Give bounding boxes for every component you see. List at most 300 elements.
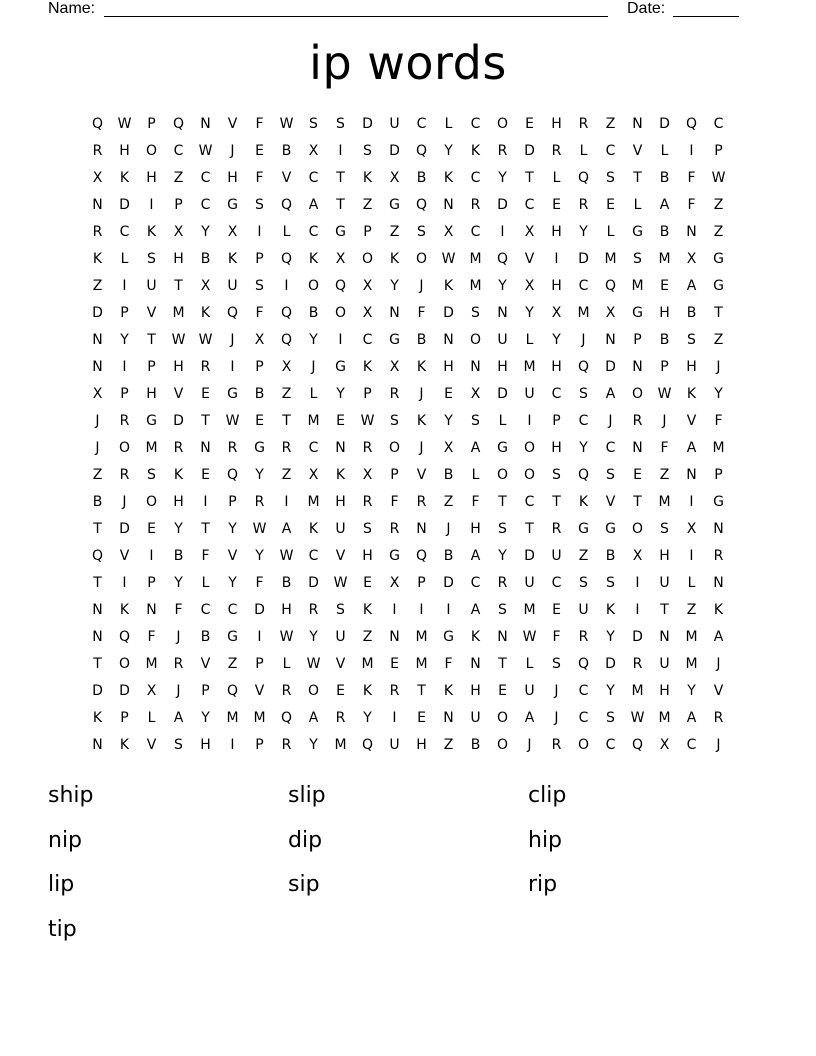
grid-letter: S: [255, 278, 264, 294]
grid-letter: V: [227, 116, 238, 132]
grid-letter: C: [713, 116, 724, 132]
grid-letter: B: [308, 305, 319, 321]
grid-letter: R: [200, 359, 211, 375]
grid-letter: C: [605, 440, 616, 456]
grid-letter: A: [659, 197, 670, 213]
grid-letter: M: [577, 305, 590, 321]
grid-row: [84, 114, 734, 141]
grid-letter: E: [390, 656, 399, 672]
worksheet-header: [48, 0, 748, 20]
grid-letter: K: [362, 170, 373, 186]
grid-letter: Y: [309, 629, 318, 645]
grid-letter: P: [147, 116, 156, 132]
grid-letter: Q: [280, 332, 293, 348]
grid-letter: E: [255, 413, 264, 429]
grid-letter: C: [470, 116, 481, 132]
grid-letter: B: [443, 548, 454, 564]
grid-letter: C: [470, 170, 481, 186]
grid-letter: Y: [120, 332, 129, 348]
grid-letter: A: [713, 629, 724, 645]
grid-letter: J: [230, 143, 235, 159]
grid-letter: N: [92, 602, 103, 618]
date-label: Date:: [627, 0, 666, 17]
grid-letter: D: [659, 116, 670, 132]
grid-letter: G: [146, 413, 157, 429]
grid-letter: A: [308, 197, 319, 213]
grid-row: [84, 546, 734, 573]
grid-letter: T: [633, 494, 642, 510]
grid-letter: T: [174, 278, 183, 294]
grid-letter: M: [415, 629, 428, 645]
grid-letter: D: [362, 116, 373, 132]
grid-letter: D: [173, 413, 184, 429]
grid-letter: O: [118, 440, 131, 456]
grid-letter: V: [605, 494, 616, 510]
grid-letter: C: [200, 170, 211, 186]
grid-letter: O: [631, 521, 644, 537]
grid-letter: U: [524, 386, 535, 402]
grid-letter: P: [633, 332, 642, 348]
grid-letter: C: [551, 575, 562, 591]
grid-letter: F: [444, 656, 453, 672]
grid-letter: P: [147, 575, 156, 591]
grid-letter: C: [578, 683, 589, 699]
grid-letter: R: [335, 710, 346, 726]
grid-letter: Z: [281, 467, 292, 483]
grid-letter: Y: [255, 467, 264, 483]
grid-letter: F: [687, 170, 696, 186]
grid-letter: W: [279, 629, 294, 645]
grid-letter: C: [470, 224, 481, 240]
grid-letter: J: [554, 683, 559, 699]
grid-letter: R: [173, 440, 184, 456]
grid-letter: O: [469, 332, 482, 348]
grid-letter: H: [659, 683, 670, 699]
grid-letter: G: [389, 197, 400, 213]
grid-letter: O: [145, 143, 158, 159]
grid-letter: T: [498, 656, 507, 672]
grid-letter: X: [146, 683, 157, 699]
grid-letter: V: [416, 467, 427, 483]
grid-letter: L: [525, 656, 534, 672]
grid-letter: Y: [255, 548, 264, 564]
grid-letter: U: [227, 278, 238, 294]
grid-letter: U: [335, 521, 346, 537]
grid-letter: N: [92, 332, 103, 348]
grid-letter: A: [308, 710, 319, 726]
grid-row: [84, 276, 734, 303]
grid-letter: Y: [687, 683, 696, 699]
word-bank-item: clip: [528, 783, 567, 808]
grid-letter: X: [335, 251, 346, 267]
grid-letter: N: [146, 602, 157, 618]
grid-letter: I: [392, 710, 397, 726]
grid-letter: X: [92, 170, 103, 186]
grid-letter: G: [605, 521, 616, 537]
page-title: ip words: [309, 36, 507, 90]
grid-letter: P: [255, 359, 264, 375]
grid-letter: B: [443, 467, 454, 483]
grid-letter: V: [119, 548, 130, 564]
grid-letter: A: [686, 278, 697, 294]
grid-letter: J: [419, 278, 424, 294]
grid-letter: S: [687, 332, 696, 348]
grid-row: [84, 195, 734, 222]
grid-letter: A: [524, 710, 535, 726]
grid-letter: R: [497, 143, 508, 159]
grid-letter: O: [523, 440, 536, 456]
grid-letter: K: [146, 224, 157, 240]
grid-letter: K: [362, 602, 373, 618]
grid-letter: C: [227, 602, 238, 618]
grid-letter: W: [279, 548, 294, 564]
grid-letter: O: [577, 737, 590, 753]
grid-letter: A: [686, 440, 697, 456]
grid-letter: Q: [226, 683, 239, 699]
grid-letter: W: [657, 386, 672, 402]
grid-letter: Z: [362, 629, 373, 645]
grid-letter: C: [578, 413, 589, 429]
grid-letter: B: [416, 170, 427, 186]
grid-letter: A: [173, 710, 184, 726]
grid-letter: I: [122, 359, 127, 375]
grid-letter: H: [551, 116, 562, 132]
grid-letter: V: [524, 251, 535, 267]
grid-letter: S: [552, 467, 561, 483]
grid-letter: Y: [336, 386, 345, 402]
grid-letter: Y: [606, 629, 615, 645]
grid-letter: S: [579, 575, 588, 591]
grid-letter: M: [604, 251, 617, 267]
grid-letter: N: [92, 197, 103, 213]
grid-letter: I: [230, 737, 235, 753]
grid-letter: R: [389, 521, 400, 537]
grid-letter: A: [470, 548, 481, 564]
grid-letter: Z: [92, 278, 103, 294]
grid-letter: E: [633, 467, 642, 483]
grid-letter: I: [446, 602, 451, 618]
grid-letter: X: [632, 548, 643, 564]
grid-letter: G: [497, 440, 508, 456]
grid-letter: M: [145, 440, 158, 456]
grid-letter: H: [146, 170, 157, 186]
grid-letter: B: [200, 251, 211, 267]
grid-letter: W: [117, 116, 132, 132]
word-bank-item: ship: [48, 783, 94, 808]
grid-letter: V: [146, 737, 157, 753]
grid-letter: N: [335, 440, 346, 456]
grid-letter: J: [581, 332, 586, 348]
grid-letter: S: [471, 305, 480, 321]
grid-letter: C: [308, 548, 319, 564]
grid-letter: X: [281, 359, 292, 375]
grid-letter: H: [227, 170, 238, 186]
grid-row: [84, 168, 734, 195]
grid-letter: B: [254, 386, 265, 402]
grid-row: [84, 438, 734, 465]
grid-letter: O: [523, 467, 536, 483]
grid-letter: Y: [363, 710, 372, 726]
grid-letter: H: [281, 602, 292, 618]
grid-row: [84, 249, 734, 276]
grid-letter: P: [417, 575, 426, 591]
grid-letter: Y: [498, 170, 507, 186]
grid-letter: N: [713, 521, 724, 537]
grid-letter: U: [524, 575, 535, 591]
grid-letter: E: [552, 602, 561, 618]
grid-letter: O: [145, 494, 158, 510]
grid-letter: W: [360, 413, 375, 429]
word-bank-item: slip: [288, 783, 326, 808]
grid-letter: E: [660, 278, 669, 294]
grid-letter: X: [200, 278, 211, 294]
grid-letter: R: [713, 710, 724, 726]
grid-letter: J: [716, 737, 721, 753]
grid-letter: W: [171, 332, 186, 348]
grid-letter: J: [446, 521, 451, 537]
grid-letter: P: [714, 467, 723, 483]
grid-letter: M: [469, 278, 482, 294]
grid-letter: T: [714, 305, 723, 321]
grid-letter: D: [119, 197, 130, 213]
grid-letter: E: [417, 710, 426, 726]
grid-letter: Q: [280, 197, 293, 213]
grid-letter: I: [203, 494, 208, 510]
grid-letter: U: [659, 656, 670, 672]
grid-letter: P: [147, 359, 156, 375]
grid-letter: G: [227, 629, 238, 645]
grid-letter: C: [173, 143, 184, 159]
grid-letter: S: [606, 170, 615, 186]
grid-letter: P: [120, 386, 129, 402]
grid-letter: K: [443, 170, 454, 186]
grid-letter: K: [713, 602, 724, 618]
grid-letter: X: [443, 224, 454, 240]
grid-letter: I: [392, 602, 397, 618]
grid-letter: I: [689, 143, 694, 159]
grid-letter: G: [632, 224, 643, 240]
grid-letter: T: [525, 170, 534, 186]
grid-letter: D: [119, 521, 130, 537]
grid-letter: G: [227, 386, 238, 402]
word-bank-item: hip: [528, 827, 563, 853]
grid-letter: B: [605, 548, 616, 564]
grid-letter: Y: [309, 332, 318, 348]
grid-letter: I: [527, 413, 532, 429]
grid-letter: K: [443, 683, 454, 699]
grid-letter: W: [522, 629, 537, 645]
grid-letter: Z: [713, 224, 724, 240]
grid-letter: N: [497, 629, 508, 645]
grid-letter: C: [524, 494, 535, 510]
grid-letter: Y: [444, 413, 453, 429]
grid-letter: L: [282, 224, 291, 240]
grid-letter: M: [415, 656, 428, 672]
grid-letter: M: [658, 710, 671, 726]
grid-letter: R: [92, 224, 103, 240]
grid-letter: I: [257, 629, 262, 645]
grid-letter: W: [198, 332, 213, 348]
grid-letter: P: [201, 683, 210, 699]
grid-letter: W: [252, 521, 267, 537]
grid-letter: F: [255, 170, 264, 186]
grid-letter: L: [147, 710, 156, 726]
grid-letter: H: [173, 494, 184, 510]
grid-letter: V: [686, 413, 697, 429]
word-bank-item: rip: [528, 872, 558, 897]
grid-letter: T: [93, 575, 102, 591]
grid-letter: X: [470, 386, 481, 402]
grid-letter: R: [551, 521, 562, 537]
name-line: [104, 16, 608, 17]
grid-letter: O: [361, 251, 374, 267]
grid-letter: R: [119, 467, 130, 483]
grid-letter: A: [686, 710, 697, 726]
grid-letter: I: [149, 197, 154, 213]
grid-letter: M: [631, 278, 644, 294]
grid-letter: X: [362, 305, 373, 321]
grid-letter: C: [362, 332, 373, 348]
grid-letter: N: [416, 521, 427, 537]
grid-letter: Y: [309, 737, 318, 753]
grid-letter: N: [632, 440, 643, 456]
grid-letter: K: [173, 467, 184, 483]
grid-letter: T: [201, 413, 210, 429]
grid-letter: Z: [578, 548, 589, 564]
grid-letter: Y: [606, 683, 615, 699]
grid-letter: M: [361, 656, 374, 672]
grid-letter: Z: [605, 116, 616, 132]
grid-letter: B: [659, 332, 670, 348]
grid-letter: D: [119, 683, 130, 699]
grid-letter: G: [335, 359, 346, 375]
grid-letter: S: [606, 710, 615, 726]
grid-letter: M: [226, 710, 239, 726]
grid-letter: N: [713, 575, 724, 591]
grid-letter: L: [660, 143, 669, 159]
grid-letter: K: [443, 278, 454, 294]
grid-letter: Q: [280, 251, 293, 267]
grid-letter: Q: [334, 278, 347, 294]
grid-row: [84, 303, 734, 330]
grid-letter: X: [362, 278, 373, 294]
grid-letter: I: [500, 224, 505, 240]
grid-letter: B: [281, 143, 292, 159]
grid-letter: Y: [390, 278, 399, 294]
grid-row: [84, 465, 734, 492]
grid-letter: F: [255, 575, 264, 591]
grid-letter: Q: [226, 305, 239, 321]
grid-letter: Z: [713, 332, 724, 348]
grid-letter: R: [281, 683, 292, 699]
grid-letter: Y: [714, 386, 723, 402]
grid-letter: L: [552, 170, 561, 186]
grid-letter: T: [660, 602, 669, 618]
grid-letter: T: [201, 521, 210, 537]
grid-letter: H: [551, 359, 562, 375]
grid-letter: G: [578, 521, 589, 537]
grid-letter: F: [687, 197, 696, 213]
grid-row: [84, 654, 734, 681]
grid-letter: F: [390, 494, 399, 510]
grid-letter: E: [255, 143, 264, 159]
grid-letter: T: [336, 170, 345, 186]
grid-letter: K: [416, 413, 427, 429]
grid-letter: S: [498, 602, 507, 618]
grid-letter: J: [419, 386, 424, 402]
grid-letter: K: [578, 494, 589, 510]
grid-letter: I: [635, 602, 640, 618]
grid-letter: R: [281, 440, 292, 456]
grid-letter: H: [119, 143, 130, 159]
grid-letter: R: [551, 143, 562, 159]
grid-letter: G: [254, 440, 265, 456]
grid-letter: H: [659, 305, 670, 321]
grid-letter: U: [551, 548, 562, 564]
grid-letter: H: [335, 494, 346, 510]
grid-letter: J: [419, 440, 424, 456]
grid-letter: U: [524, 683, 535, 699]
grid-letter: E: [363, 575, 372, 591]
grid-letter: W: [279, 116, 294, 132]
grid-letter: E: [336, 413, 345, 429]
grid-letter: O: [307, 278, 320, 294]
grid-letter: O: [334, 305, 347, 321]
grid-letter: Y: [579, 224, 588, 240]
grid-letter: W: [441, 251, 456, 267]
grid-letter: I: [257, 224, 262, 240]
grid-letter: Z: [173, 170, 184, 186]
grid-letter: V: [335, 656, 346, 672]
grid-letter: U: [497, 332, 508, 348]
grid-letter: J: [554, 710, 559, 726]
grid-letter: O: [496, 710, 509, 726]
grid-letter: N: [92, 359, 103, 375]
grid-letter: M: [523, 602, 536, 618]
grid-letter: R: [254, 494, 265, 510]
grid-letter: B: [173, 548, 184, 564]
grid-letter: X: [308, 143, 319, 159]
grid-letter: X: [92, 386, 103, 402]
grid-letter: X: [389, 575, 400, 591]
grid-letter: F: [147, 629, 156, 645]
grid-letter: C: [686, 737, 697, 753]
grid-letter: I: [635, 575, 640, 591]
grid-letter: J: [230, 332, 235, 348]
grid-letter: N: [605, 332, 616, 348]
grid-letter: D: [92, 683, 103, 699]
grid-letter: P: [255, 656, 264, 672]
grid-letter: R: [713, 548, 724, 564]
grid-letter: C: [308, 170, 319, 186]
grid-letter: Y: [498, 278, 507, 294]
grid-letter: C: [605, 143, 616, 159]
grid-letter: V: [632, 143, 643, 159]
grid-letter: Q: [577, 467, 590, 483]
grid-letter: B: [659, 170, 670, 186]
grid-letter: X: [308, 467, 319, 483]
grid-letter: U: [389, 737, 400, 753]
grid-letter: A: [281, 521, 292, 537]
grid-letter: F: [714, 413, 723, 429]
grid-letter: N: [470, 656, 481, 672]
grid-letter: Z: [281, 386, 292, 402]
grid-letter: R: [227, 440, 238, 456]
grid-row: [84, 141, 734, 168]
grid-row: [84, 357, 734, 384]
grid-letter: I: [149, 548, 154, 564]
grid-letter: D: [443, 305, 454, 321]
